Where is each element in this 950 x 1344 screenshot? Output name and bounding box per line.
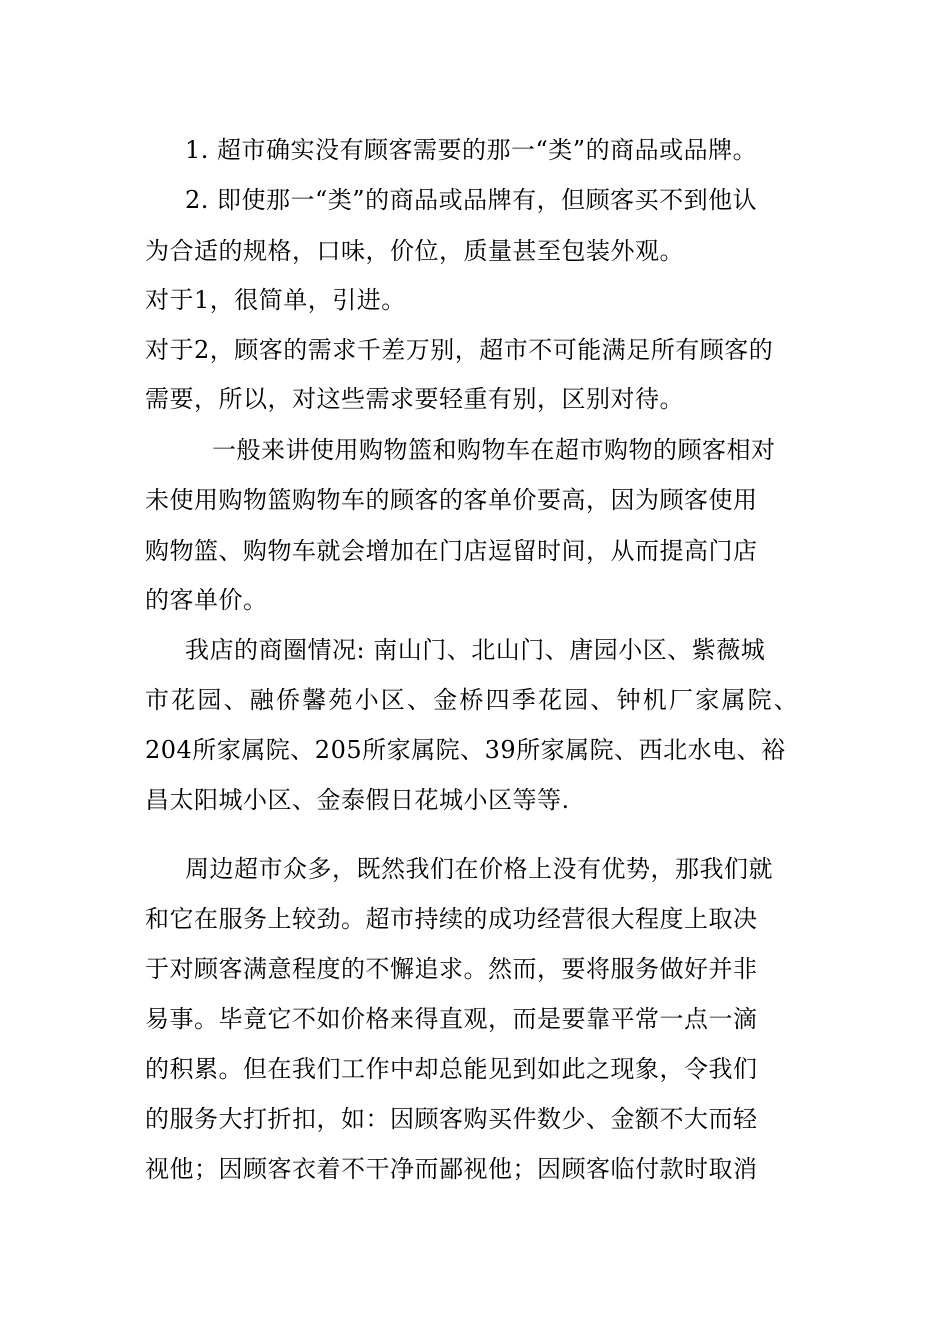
paragraph-service-line-6: 的服务大打折扣，如：因顾客购买件数少、金额不大而轻	[145, 1105, 758, 1133]
paragraph-basket-line-4: 的客单价。	[145, 586, 268, 614]
paragraph-service-line-7: 视他；因顾客衣着不干净而鄙视他；因顾客临付款时取消	[145, 1155, 758, 1183]
paragraph-response-2-line-1: 对于2，顾客的需求千差万别，超市不可能满足所有顾客的	[145, 336, 774, 364]
paragraph-basket-line-3: 购物篮、购物车就会增加在门店逗留时间，从而提高门店	[145, 537, 758, 565]
paragraph-reason-2-line-2: 为合适的规格，口味，价位，质量甚至包装外观。	[145, 237, 684, 265]
paragraph-service-line-5: 的积累。但在我们工作中却总能见到如此之现象，令我们	[145, 1055, 758, 1083]
paragraph-service-line-3: 于对顾客满意程度的不懈追求。然而，要将服务做好并非	[145, 955, 758, 983]
paragraph-response-2-line-2: 需要，所以，对这些需求要轻重有别，区别对待。	[145, 385, 684, 413]
paragraph-trade-area-line-4: 昌太阳城小区、金泰假日花城小区等等.	[145, 786, 570, 814]
paragraph-response-1: 对于1，很简单，引进。	[145, 286, 406, 314]
paragraph-service-line-1: 周边超市众多，既然我们在价格上没有优势，那我们就	[185, 855, 773, 883]
paragraph-basket-line-1: 一般来讲使用购物篮和购物车在超市购物的顾客相对	[212, 436, 776, 464]
paragraph-service-line-2: 和它在服务上较劲。超市持续的成功经营很大程度上取决	[145, 905, 758, 933]
paragraph-trade-area-line-2: 市花园、融侨馨苑小区、金桥四季花园、钟机厂家属院、	[145, 686, 800, 714]
paragraph-reason-2-line-1: 2. 即使那一“类”的商品或品牌有，但顾客买不到他认	[185, 186, 758, 214]
paragraph-service-line-4: 易事。毕竟它不如价格来得直观，而是要靠平常一点一滴	[145, 1005, 758, 1033]
paragraph-trade-area-line-3: 204所家属院、205所家属院、39所家属院、西北水电、裕	[145, 736, 786, 764]
paragraph-trade-area-line-1: 我店的商圈情况: 南山门、北山门、唐园小区、紫薇城	[185, 636, 766, 664]
paragraph-reason-1: 1. 超市确实没有顾客需要的那一“类”的商品或品牌。	[185, 136, 758, 164]
paragraph-basket-line-2: 未使用购物篮购物车的顾客的客单价要高，因为顾客使用	[145, 486, 758, 514]
